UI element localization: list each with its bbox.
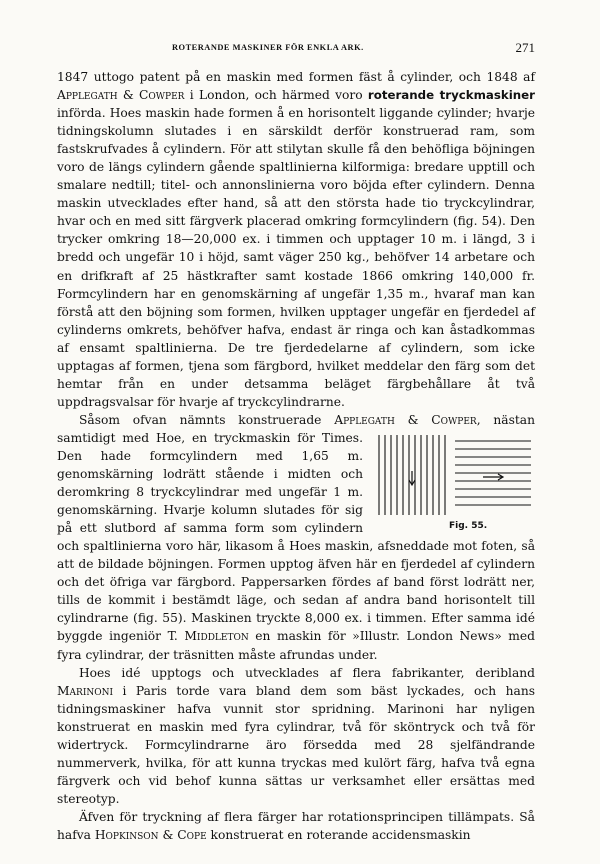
figure-55-drawing [375,433,535,529]
text-run: , nästan samtidigt med Hoe, en tryckmaskin för Times. Den hade formcylindern med 1,65 m. genomskärning lodrätt stående i midten och deromkring 8 tryckcylindrar med ungefär 1 m. genomskärning. Hvarje kolumn slutades för sig på ett slutbord af samma form som cylindern och spaltlinierna voro här, likasom å Hoes maskin, afsneddade mot foten, så att de bildade böjningen. Formen upptog äfven här en fjerdedel af cylindern och det öfriga var färgbord. Pappersarken fördes af band först lodrätt ner, tills de kommit i bestämdt läge, och sedan af andra band horisontelt till cylindrarne (fig. 55). Maskinen tryckte 8,000 ex. i timmen. Efter samma idé byggde ingeniör T. [57,412,535,644]
book-page [57,40,535,844]
name-middleton: Middleton [184,629,249,644]
text-run: & [158,827,178,842]
down-arrow-icon [409,471,415,485]
name-cowper: Cowper [431,412,477,427]
right-arrow-icon [483,474,503,480]
page-header [57,40,535,62]
text-run: Hoes idé upptogs och utvecklades af flera fabrikanter, deribland [79,665,535,680]
paragraph-1 [57,68,535,411]
body-text [57,68,535,844]
name-applegath: Applegath [334,412,395,427]
text-run: & [394,412,432,427]
figure-caption: Fig. 55. [449,520,488,531]
paragraph-2 [57,411,535,664]
name-cope: Cope [177,827,207,842]
page-number: 271 [515,40,535,55]
text-run: Såsom ofvan nämnts konstruerade [79,412,335,427]
name-cowper: Cowper [139,88,185,103]
paragraph-4 [57,808,535,844]
name-marinoni: Marinoni [57,683,114,698]
text-run: en maskin för »Illustr. London News» med fyra cylindrar, der träsnitten måste afrundas under. [57,629,535,662]
text-run: & [117,88,140,103]
text-run: i London, och härmed voro [184,88,368,103]
text-run: Äfven för tryckning af flera färger har rotationsprincipen tillämpats. Så hafva [57,809,535,842]
horizontal-bands [455,441,531,505]
name-applegath: Applegath [57,88,118,103]
text-run: 1847 uttogo patent på en maskin med formen fäst å cylinder, och 1848 af [57,70,535,84]
name-hopkinson: Hopkinson [94,827,159,842]
figure-55 [375,433,535,529]
paragraph-3 [57,664,535,808]
text-run: införda. Hoes maskin hade formen å en horisontelt liggande cylinder; hvarje tidningskolumn slutades i en särskildt derför konstruerad ram, som fastskrufvades å cylindern. För att stilytan skulle få den behöfliga böjningen voro de längs cylindern gående spaltlinierna kilformiga: bredare upptill och smalare nedtill; titel- och annonslinierna voro böjda efter cylindern. Denna maskin utvecklades efter hand, så att den största hade tio tryckcylindrar, hvar och en med sitt färgverk placerad omkring formcylindern (fig. 54). Den trycker omkring 18—20,000 ex. i timmen och upptager 10 m. i längd, 3 i bredd och ungefär 10 i höjd, samt väger 250 kg., behöfver 14 arbetare och en drifkraft af 25 hästkrafter samt kostade 1866 omkring 140,000 fr. Formcylindern har en genomskärning af ungefär 1,35 m., hvaraf man kan förstå att den böjning som formen, hvilken upptager ungefär en fjerdedel af cylinderns omkrets, behöfver hafva, endast är ringa och kan åstadkommas af ensamt spaltlinierna. De tre fjerdedelarne af cylindern, som icke upptagas af formen, tjena som färgbord, hvilket meddelar den färg som det hemtar från en under detsamma beläget färgbehållare åt två uppdragsvalsar för hvarje af tryckcylindrarne. [57,106,535,409]
bold-term: roterande tryckmaskiner [367,88,535,103]
text-run: konstruerat en roterande accidensmaskin [206,827,471,842]
text-run: i Paris torde vara bland dem som bäst lyckades, och hans tidningsmaskiner hafva vunnit stor spridning. Marinoni har nyligen konstruerat en maskin med fyra cylindrar, två för sköntryck och två för widertryck. Formcylindrarne äro försedda med 28 sjelfändrande nummerverk, hvilka, för att kunna tryckas med kulört färg, hafva två egna färgverk och vid behof kunna sättas ur verksamhet eller ersättas med stereotyp. [57,683,535,806]
running-head: ROTERANDE MASKINER FÖR ENKLA ARK. [172,43,364,52]
